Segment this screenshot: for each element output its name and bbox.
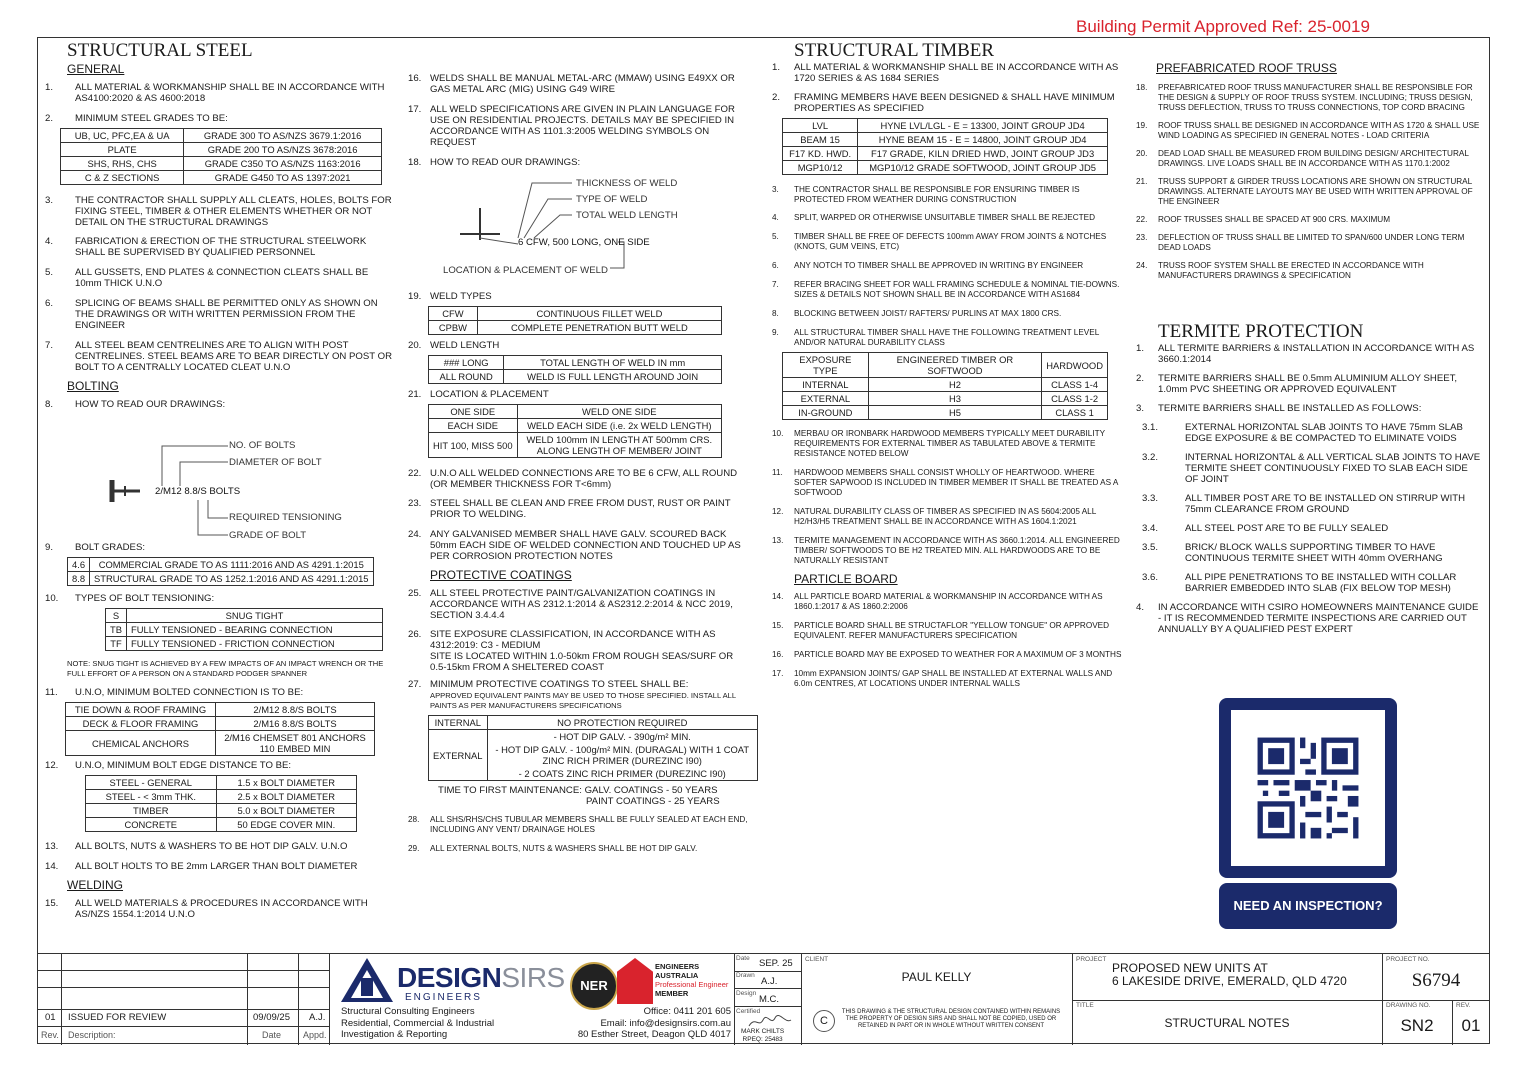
min-bolt-table: TIE DOWN & ROOF FRAMING 2/M12 8.8/S BOLTS DECK & FLOOR FRAMING 2/M16 8.8/S BOLTS CHEMICAL ANCHORS 2/M16 CHEMSET 801 ANCHORS 110 EMBED MIN	[65, 702, 375, 756]
title-label: TITLE	[1076, 1002, 1094, 1009]
timber-note-5: 5. TIMBER SHALL BE FREE OF DEFECTS 100mm AWAY FROM JOINTS & NOTCHES (KNOTS, GUM VEINS, ETC)	[772, 232, 1107, 251]
permit-stamp: Building Permit Approved Ref: 25-0019	[1076, 17, 1370, 36]
weld-label-location: LOCATION & PLACEMENT OF WELD	[443, 265, 608, 276]
note-12: 12. U.N.O, MINIMUM BOLT EDGE DISTANCE TO BE:	[45, 760, 292, 771]
note-28: 28. ALL SHS/RHS/CHS TUBULAR MEMBERS SHALL BE FULLY SEALED AT EACH END, INCLUDING ANY VENT/ DRAINAGE HOLES	[408, 815, 748, 834]
timber-note-2: 2. FRAMING MEMBERS HAVE BEEN DESIGNED & SHALL HAVE MINIMUM PROPERTIES AS SPECIFIED	[772, 92, 1115, 114]
client-label: CLIENT	[805, 956, 829, 963]
bolt-grades-table: 4.6 COMMERCIAL GRADE TO AS 1111:2016 AND AS 4291.1:2015 8.8 STRUCTURAL GRADE TO AS 1252.1:2016 AND AS 4291.1:2015	[67, 557, 374, 586]
date-value: SEP. 25	[759, 958, 793, 969]
weld-label-thickness: THICKNESS OF WELD	[576, 178, 678, 189]
note-9: 9. BOLT GRADES:	[45, 542, 146, 553]
project-number: S6794	[1411, 970, 1461, 991]
timber-note-6: 6. ANY NOTCH TO TIMBER SHALL BE APPROVED IN WRITING BY ENGINEER	[772, 261, 1084, 270]
timber-note-12: 12. NATURAL DURABILITY CLASS OF TIMBER AS SPECIFIED IN AS 5604:2005 ALL H2/H3/H5 TREATMENT SHALL BE IN ACCORDANCE WITH AS 1604.1:2021	[772, 507, 1096, 526]
termite-note-4: 4. IN ACCORDANCE WITH CSIRO HOMEOWNERS MAINTENANCE GUIDE - IT IS RECOMMENDED TERMITE INSPECTIONS ARE CARRIED OUT ANNUALLY BY A QUALIFIED PEST EXPERT	[1136, 602, 1479, 635]
bolt-label-diameter: DIAMETER OF BOLT	[229, 457, 322, 468]
rev-approved: A.J.	[309, 1012, 326, 1023]
note-1: 1. ALL MATERIAL & WORKMANSHIP SHALL BE IN ACCORDANCE WITH AS4100:2020 & AS 4600:2018	[45, 82, 385, 104]
note-29: 29. ALL EXTERNAL BOLTS, NUTS & WASHERS SHALL BE HOT DIP GALV.	[408, 844, 698, 853]
company-description: Structural Consulting Engineers Residential, Commercial & Industrial Investigation & Reporting	[341, 1006, 495, 1040]
note-18: 18. HOW TO READ OUR DRAWINGS:	[408, 157, 581, 168]
designsirs-logo-icon	[339, 956, 395, 1004]
certifier: MARK CHILTS RPEQ: 25483	[741, 1028, 785, 1043]
qr-code-icon	[1231, 710, 1385, 866]
note-13: 13. ALL BOLTS, NUTS & WASHERS TO BE HOT DIP GALV. U.N.O	[45, 841, 348, 852]
weld-placement-table: ONE SIDE WELD ONE SIDE EACH SIDE WELD EACH SIDE (i.e. 2x WELD LENGTH) HIT 100, MISS 500 WELD 100mm IN LENGTH AT 500mm CRS. ALONG LENGTH OF MEMBER/ JOINT	[428, 404, 722, 458]
timber-note-13: 13. TERMITE MANAGEMENT IN ACCORDANCE WITH AS 3660.1:2014. ALL ENGINEERED TIMBER/ SOFTWOODS TO BE H2 TREATED MIN. ALL HARDWOODS ARE TO BE NATURALLY RESISTANT	[772, 536, 1120, 565]
welding-heading: WELDING	[67, 878, 124, 892]
bolt-label-count: NO. OF BOLTS	[229, 440, 296, 451]
termite-note-2: 2. TERMITE BARRIERS SHALL BE 0.5mm ALUMINIUM ALLOY SHEET, 1.0mm PVC SHEETING OR APPROVED EQUIVALENT	[1136, 373, 1458, 395]
termite-note-1: 1. ALL TERMITE BARRIERS & INSTALLATION IN ACCORDANCE WITH AS 3660.1:2014	[1136, 343, 1475, 365]
roof-note-20: 20. DEAD LOAD SHALL BE MEASURED FROM BUILDING DESIGN/ ARCHITECTURAL DRAWINGS. LIVE LOADS SHALL BE IN ACCORDANCE WITH AS 1170.1:2002	[1136, 149, 1469, 168]
timber-note-3: 3. THE CONTRACTOR SHALL BE RESPONSIBLE FOR ENSURING TIMBER IS PROTECTED FROM WEATHER DURING CONSTRUCTION	[772, 185, 1080, 204]
company-logo-text: DESIGNSIRS	[397, 962, 565, 993]
roof-truss-heading: PREFABRICATED ROOF TRUSS	[1156, 61, 1337, 75]
termite-note-3-2: 3.2. INTERNAL HORIZONTAL & ALL VERTICAL SLAB JOINTS TO HAVE TERMITE SHEET CONTINUOUSLY FIXED TO SLAB EACH SIDE OF JOINT	[1142, 452, 1481, 485]
roof-note-22: 22. ROOF TRUSSES SHALL BE SPACED AT 900 CRS. MAXIMUM	[1136, 215, 1391, 224]
bolt-label-grade: GRADE OF BOLT	[229, 530, 307, 541]
note-15: 15. ALL WELD MATERIALS & PROCEDURES IN ACCORDANCE WITH AS/NZS 1554.1:2014 U.N.O	[45, 898, 368, 920]
note-2: 2. MINIMUM STEEL GRADES TO BE:	[45, 113, 228, 124]
copyright-icon: C	[813, 1010, 835, 1032]
roof-note-18: 18. PREFABRICATED ROOF TRUSS MANUFACTURER SHALL BE RESPONSIBLE FOR THE DESIGN & SUPPLY OF ROOF TRUSS SYSTEM. INCLUDING; TRUSS DESIGN, TRUSS DEFLECTION, TRUSS TO TRUSS CONNECTIONS, TOP CORD BRACING	[1136, 83, 1473, 112]
timber-note-16: 16. PARTICLE BOARD MAY BE EXPOSED TO WEATHER FOR A MAXIMUM OF 3 MONTHS	[772, 650, 1122, 659]
note-25: 25. ALL STEEL PROTECTIVE PAINT/GALVANIZATION COATINGS IN ACCORDANCE WITH AS 2312.1:2014 & AS2312.2:2014 & NCC 2019, SECTION 3.4.4.4	[408, 588, 733, 621]
note-4: 4. FABRICATION & ERECTION OF THE STRUCTURAL STEELWORK SHALL BE SUPERVISED BY QUALIFIED PERSONNEL	[45, 236, 367, 258]
rev-date: 09/09/25	[253, 1012, 290, 1023]
treatment-table: EXPOSURE TYPE ENGINEERED TIMBER OR SOFTWOOD HARDWOOD INTERNAL H2 CLASS 1-4 EXTERNAL H3 CLASS 1-2 IN-GROUND H5 CLASS 1	[782, 352, 1108, 420]
drawn-label: Drawn	[736, 972, 755, 979]
timber-note-1: 1. ALL MATERIAL & WORKMANSHIP SHALL BE IN ACCORDANCE WITH AS 1720 SERIES & AS 1684 SERIES	[772, 62, 1119, 84]
date-header: Date	[262, 1030, 282, 1040]
bolt-label-tension: REQUIRED TENSIONING	[229, 512, 342, 523]
note-20: 20. WELD LENGTH	[408, 340, 500, 351]
weld-label-length: TOTAL WELD LENGTH	[576, 210, 678, 221]
design-value: M.C.	[759, 994, 780, 1005]
termite-note-3-5: 3.5. BRICK/ BLOCK WALLS SUPPORTING TIMBER TO HAVE CONTINUOUS TERMITE SHEET WITH 40mm OVERHANG	[1142, 542, 1443, 564]
bolt-label-example: 2/M12 8.8/S BOLTS	[155, 486, 241, 497]
coatings-table: INTERNAL NO PROTECTION REQUIRED EXTERNAL - HOT DIP GALV. - 390g/m² MIN. - HOT DIP GALV. - 100g/m² MIN. (DURAGAL) WITH 1 COAT ZINC RICH PRIMER (DUREZINC I90) - 2 COATS ZINC RICH PRIMER (DUREZINC I90)	[428, 715, 758, 781]
timber-note-14: 14. ALL PARTICLE BOARD MATERIAL & WORKMANSHIP IN ACCORDANCE WITH AS 1860.1:2017 & AS 1860.2:2006	[772, 592, 1103, 611]
project-number-label: PROJECT NO.	[1386, 956, 1430, 963]
date-label: Date	[736, 955, 750, 962]
revision-label: REV.	[1456, 1002, 1471, 1009]
qr-code-panel[interactable]	[1219, 698, 1397, 878]
ea-membership: ENGINEERS AUSTRALIA Professional Engineer MEMBER	[655, 962, 729, 998]
steel-column-lower	[45, 542, 395, 920]
rev-header: Rev.	[41, 1030, 59, 1040]
timber-note-7: 7. REFER BRACING SHEET FOR WALL FRAMING SCHEDULE & NOMINAL TIE-DOWNS. SIZES & DETAILS NOT SHOWN SHALL BE IN ACCORDANCE WITH AS1684	[772, 280, 1120, 299]
note-6: 6. SPLICING OF BEAMS SHALL BE PERMITTED ONLY AS SHOWN ON THE DRAWINGS OR WITH WRITTEN PERMISSION FROM THE ENGINEER	[45, 298, 378, 331]
termite-note-3-6: 3.6. ALL PIPE PENETRATIONS TO BE INSTALLED WITH COLLAR BARRIER EMBEDDED INTO SLAB (FIX BELOW TOP MESH)	[1142, 572, 1457, 594]
note-19: 19. WELD TYPES	[408, 291, 492, 302]
note-24: 24. ANY GALVANISED MEMBER SHALL HAVE GALV. SCOURED BACK 50mm EACH SIDE OF WELDED CONNECTION AND TOUCHED UP AS PER CORROSION PROTECTION NOTES	[408, 529, 741, 562]
note-22: 22. U.N.O ALL WELDED CONNECTIONS ARE TO BE 6 CFW, ALL ROUND (OR MEMBER THICKNESS FOR T<6mm)	[408, 468, 738, 490]
weld-column	[408, 73, 748, 168]
roof-note-23: 23. DEFLECTION OF TRUSS SHALL BE LIMITED TO SPAN/600 UNDER LONG TERM DEAD LOADS	[1136, 233, 1465, 252]
revision-number: 01	[1461, 1016, 1481, 1035]
timber-note-4: 4. SPLIT, WARPED OR OTHERWISE UNSUITABLE TIMBER SHALL BE REJECTED	[772, 213, 1096, 222]
roof-column	[1136, 61, 1486, 285]
note-27: 27. MINIMUM PROTECTIVE COATINGS TO STEEL SHALL BE:	[408, 679, 689, 690]
copyright-notice: THIS DRAWING & THE STRUCTURAL DESIGN CONTAINED WITHIN REMAINS THE PROPERTY OF DESIGN SIRS AND SHALL NOT BE COPIED, USED OR RETAINED IN PART OR IN WHOLE WITHOUT WRITTEN CONSENT	[841, 1009, 1061, 1029]
drawing-number-label: DRAWING NO.	[1386, 1002, 1431, 1009]
termite-note-3-1: 3.1. EXTERNAL HORIZONTAL SLAB JOINTS TO HAVE 75mm SLAB EDGE EXPOSURE & BE COMPACTED TO ELIMINATE VOIDS	[1142, 422, 1463, 444]
rev-description: ISSUED FOR REVIEW	[68, 1012, 167, 1023]
project-label: PROJECT	[1076, 956, 1107, 963]
note-3: 3. THE CONTRACTOR SHALL SUPPLY ALL CLEATS, HOLES, BOLTS FOR FIXING STEEL, TIMBER & OTHER ELEMENTS WHETHER OR NOT DETAIL ON THE STRUCTURAL DRAWINGS	[45, 195, 392, 228]
termite-note-3-3: 3.3. ALL TIMBER POST ARE TO BE INSTALLED ON STIRRUP WITH 75mm CLEARANCE FROM GROUND	[1142, 493, 1466, 515]
coatings-heading: PROTECTIVE COATINGS	[430, 568, 572, 582]
project-name: PROPOSED NEW UNITS AT 6 LAKESIDE DRIVE, EMERALD, QLD 4720	[1112, 961, 1347, 988]
termite-column	[1136, 321, 1481, 635]
steel-grades-table: UB, UC, PFC,EA & UA GRADE 300 TO AS/NZS 3679.1:2016 PLATE GRADE 200 TO AS/NZS 3678:2016 SHS, RHS, CHS GRADE C350 TO AS/NZS 1163:2016 C & Z SECTIONS GRADE G450 TO AS 1397:2021	[60, 128, 382, 185]
appd-header: Appd.	[303, 1030, 327, 1040]
note-27-paints: APPROVED EQUIVALENT PAINTS MAY BE USED TO THOSE SPECIFIED. INSTALL ALL PAINTS AS PER MANUFACTURERS SPECIFICATIONS	[430, 691, 736, 710]
maintenance-galv: TIME TO FIRST MAINTENANCE: GALV. COATINGS - 50 YEARS	[438, 785, 718, 796]
note-21: 21. LOCATION & PLACEMENT	[408, 389, 549, 400]
desc-header: Description:	[68, 1030, 116, 1040]
maintenance-paint: PAINT COATINGS - 25 YEARS	[586, 796, 720, 807]
steel-column	[45, 40, 395, 410]
edge-distance-table: STEEL - GENERAL 1.5 x BOLT DIAMETER STEEL - < 3mm THK. 2.5 x BOLT DIAMETER TIMBER 5.0 x BOLT DIAMETER CONCRETE 50 EDGE COVER MIN.	[85, 775, 357, 832]
weld-label-example: 6 CFW, 500 LONG, ONE SIDE	[518, 237, 650, 248]
rev-number: 01	[45, 1012, 56, 1023]
particle-board-heading: PARTICLE BOARD	[794, 572, 898, 586]
company-subtitle: ENGINEERS	[405, 992, 482, 1003]
roof-note-24: 24. TRUSS ROOF SYSTEM SHALL BE ERECTED IN ACCORDANCE WITH MANUFACTURERS DRAWINGS & SPECIFICATION	[1136, 261, 1424, 280]
timber-note-8: 8. BLOCKING BETWEEN JOIST/ RAFTERS/ PURLINS AT MAX 1800 CRS.	[772, 309, 1062, 318]
snug-note: NOTE: SNUG TIGHT IS ACHIEVED BY A FEW IMPACTS OF AN IMPACT WRENCH OR THE FULL EFFORT OF A PERSON ON A STANDARD PODGER SPANNER	[67, 659, 384, 678]
note-8: 8. HOW TO READ OUR DRAWINGS:	[45, 399, 226, 410]
drawing-title: STRUCTURAL NOTES	[1164, 1016, 1290, 1030]
title-block	[37, 953, 1490, 1045]
weld-diagram	[440, 178, 640, 278]
bolting-heading: BOLTING	[67, 379, 119, 393]
note-26: 26. SITE EXPOSURE CLASSIFICATION, IN ACCORDANCE WITH AS 4312:2019: C3 - MEDIUM	[408, 629, 716, 651]
ner-badge-icon: NER	[570, 962, 618, 1010]
timber-column	[772, 40, 1122, 689]
general-heading: GENERAL	[67, 62, 125, 76]
weld-column-lower	[408, 291, 748, 854]
weld-length-table: ### LONG TOTAL LENGTH OF WELD IN mm ALL ROUND WELD IS FULL LENGTH AROUND JOIN	[428, 355, 722, 384]
termite-note-3-4: 3.4. ALL STEEL POST ARE TO BE FULLY SEALED	[1142, 523, 1389, 534]
note-26-site: SITE IS LOCATED WITHIN 1.0-50km FROM ROUGH SEAS/SURF OR 0.5-15km FROM A SHELTERED COAST	[430, 651, 734, 673]
timber-note-17: 17. 10mm EXPANSION JOINTS/ GAP SHALL BE INSTALLED AT EXTERNAL WALLS AND 6.0m CENTRES, AT LOCATIONS UNDER INTERNAL WALLS	[772, 669, 1113, 688]
timber-title: STRUCTURAL TIMBER	[794, 40, 995, 61]
note-5: 5. ALL GUSSETS, END PLATES & CONNECTION CLEATS SHALL BE 10mm THICK U.N.O	[45, 267, 369, 289]
note-11: 11. U.N.O, MINIMUM BOLTED CONNECTION IS TO BE:	[45, 687, 304, 698]
drawn-value: A.J.	[761, 976, 778, 987]
timber-props-table: LVL HYNE LVL/LGL - E = 13300, JOINT GROUP JD4 BEAM 15 HYNE BEAM 15 - E = 14800, JOINT GROUP JD4 F17 KD. HWD. F17 GRADE, KILN DRIED HWD, JOINT GROUP JD3 MGP10/12 MGP10/12 GRADE SOFTWOOD, JOINT GROUP JD5	[782, 118, 1108, 175]
certified-label: Certified	[736, 1008, 761, 1015]
note-14: 14. ALL BOLT HOLTS TO BE 2mm LARGER THAN BOLT DIAMETER	[45, 861, 358, 872]
weld-types-table: CFW CONTINUOUS FILLET WELD CPBW COMPLETE PENETRATION BUTT WELD	[428, 306, 722, 335]
termite-note-3: 3. TERMITE BARRIERS SHALL BE INSTALLED AS FOLLOWS:	[1136, 403, 1422, 414]
timber-note-11: 11. HARDWOOD MEMBERS SHALL CONSIST WHOLLY OF HEARTWOOD. WHERE SOFTER SAPWOOD IS INCLUDED IN TIMBER MEMBER IT SHALL BE TREATED AS A SOFTWOOD	[772, 468, 1118, 497]
engineers-australia-icon	[617, 958, 653, 1004]
client-name: PAUL KELLY	[901, 970, 972, 984]
weld-label-type: TYPE OF WELD	[576, 194, 648, 205]
inspection-button[interactable]: NEED AN INSPECTION?	[1219, 883, 1397, 929]
note-17: 17. ALL WELD SPECIFICATIONS ARE GIVEN IN PLAIN LANGUAGE FOR USE ON RESIDENTIAL PROJECTS. DETAILS MAY BE SPECIFIED IN ACCORDANCE WITH AS 1101.3:2005 WELDING SYMBOLS ON REQUEST	[408, 104, 735, 148]
note-23: 23. STEEL SHALL BE CLEAN AND FREE FROM DUST, RUST OR PAINT PRIOR TO WELDING.	[408, 498, 731, 520]
termite-title: TERMITE PROTECTION	[1158, 321, 1364, 342]
design-label: Design	[736, 990, 757, 997]
note-16: 16. WELDS SHALL BE MANUAL METAL-ARC (MMAW) USING E49XX OR GAS METAL ARC (MIG) USING G49 WIRE	[408, 73, 735, 95]
note-10: 10. TYPES OF BOLT TENSIONING:	[45, 593, 215, 604]
timber-note-10: 10. MERBAU OR IRONBARK HARDWOOD MEMBERS TYPICALLY MEET DURABILITY REQUIREMENTS FOR EXTERNAL TIMBER AS TABULATED ABOVE & TERMITE RESISTANCE NOTED BELOW	[772, 429, 1105, 458]
drawing-number: SN2	[1400, 1016, 1434, 1035]
steel-title: STRUCTURAL STEEL	[67, 40, 253, 61]
timber-note-9: 9. ALL STRUCTURAL TIMBER SHALL HAVE THE FOLLOWING TREATMENT LEVEL AND/OR NATURAL DURABILITY CLASS	[772, 328, 1099, 347]
timber-note-15: 15. PARTICLE BOARD SHALL BE STRUCTAFLOR "YELLOW TONGUE" OR APPROVED EQUIVALENT. REFER MANUFACTURERS SPECIFICATION	[772, 621, 1110, 640]
roof-note-19: 19. ROOF TRUSS SHALL BE DESIGNED IN ACCORDANCE WITH AS 1720 & SHALL USE WIND LOADING AS SPECIFIED IN GENERAL NOTES - LOAD CRITERIA	[1136, 121, 1480, 140]
tension-table: S SNUG TIGHT TB FULLY TENSIONED - BEARING CONNECTION TF FULLY TENSIONED - FRICTION CONNECTION	[105, 608, 383, 651]
note-7: 7. ALL STEEL BEAM CENTRELINES ARE TO ALIGN WITH POST CENTRELINES. STEEL BEAMS ARE TO BEAR DIRECTLY ON POST OR BOLT TO A CENTRALLY LOCATED CLEAT U.N.O	[45, 340, 393, 373]
contact-details: Office: 0411 201 605 Email: info@designsirs.com.au 80 Esther Street, Deagon QLD 4017	[577, 1006, 731, 1040]
roof-note-21: 21. TRUSS SUPPORT & GIRDER TRUSS LOCATIONS ARE SHOWN ON STRUCTURAL DRAWINGS. ALTERNATE LAYOUTS MAY BE USED WITH WRITTEN APPROVAL OF THE ENGINEER	[1136, 177, 1473, 206]
